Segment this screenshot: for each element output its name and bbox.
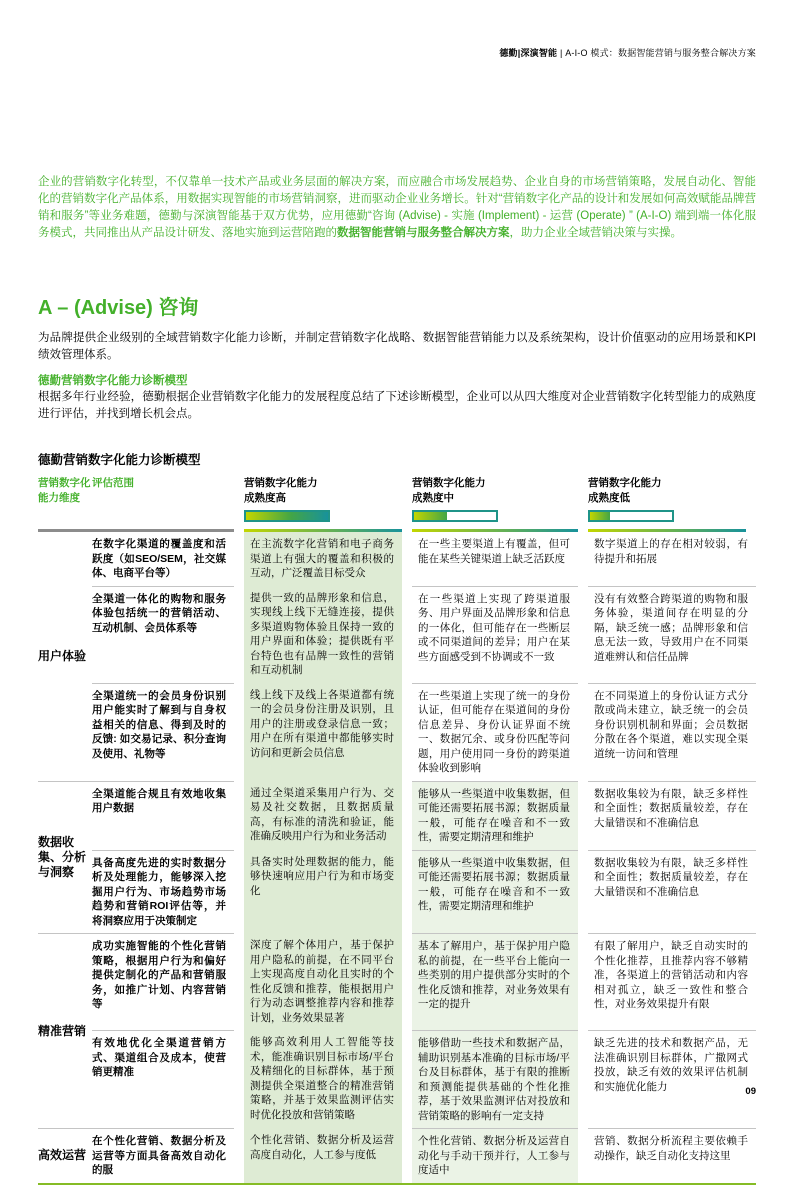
cell-maturity-high: [244, 850, 412, 934]
cell-maturity-mid-text: 个性化营销、数据分析及运营自动化与手动干预并行，人工参与度适中: [412, 1128, 578, 1183]
cell-maturity-high-text: 能够高效利用人工智能等技术，能准确识别目标市场/平台及精细化的目标群体，基于预测提供全渠道整合的精准营销策略，并基于效果监测评估实时优化投放和营销策略: [244, 1030, 402, 1128]
intro-paragraph: [38, 174, 756, 242]
cell-scope-text: 全渠道统一的会员身份识别 用户能实时了解到与自身权益相关的信息、得到及时的反馈: 如交易记录、积分查询及使用、礼物等: [92, 683, 234, 781]
cell-maturity-low-text: 数据收集较为有限，缺乏多样性和全面性；数据质量较差，存在大量错误和不准确信息: [588, 781, 756, 850]
level-label-line1: 营销数字化能力: [588, 477, 662, 489]
cell-maturity-high: [244, 1128, 412, 1183]
cell-maturity-mid-text: 在一些渠道上实现了跨渠道服务、用户界面及品牌形象和信息的一体化，但可能存在一些断层或不同渠道间的差异；用户在某些方面感受到不协调或不一致: [412, 586, 578, 683]
cell-maturity-low: [588, 1030, 756, 1128]
cell-maturity-low: [588, 1128, 756, 1183]
cell-maturity-mid-text: 能够从一些渠道中收集数据，但可能还需要拓展书源；数据质量一般，可能存在噪音和不一致性，需要定期清理和维护: [412, 850, 578, 934]
cell-maturity-low: [588, 532, 756, 586]
cell-maturity-low: [588, 683, 756, 781]
table-header-level-2: [412, 476, 588, 532]
dimension-header-line2: 能力维度: [38, 492, 80, 504]
cell-maturity-low-text: 缺乏先进的技术和数据产品，无法准确识别目标群体，广撒网式投放，缺乏有效的效果评估机制和实施优化能力: [588, 1030, 756, 1128]
cell-scope-text: 全渠道一体化的购物和服务体验包括统一的营销活动、互动机制、会员体系等: [92, 586, 234, 683]
intro-bold-text: 数据智能营销与服务整合解决方案: [337, 227, 510, 239]
section-paragraph-2: 根据多年行业经验，德勤根据企业营销数字化能力的发展程度总结了下述诊断模型，企业可以从四大维度对企业营销数字化转型能力的成熟度进行评估，并找到增长机会点。: [38, 391, 756, 420]
maturity-bar: [588, 510, 674, 522]
maturity-bar-fill: [590, 512, 610, 520]
cell-maturity-low: [588, 933, 756, 1030]
cell-maturity-mid-text: 在一些主要渠道上有覆盖，但可能在某些关键渠道上缺乏活跃度: [418, 538, 570, 565]
cell-maturity-low: [588, 781, 756, 850]
cell-maturity-low-text: 数字渠道上的存在相对较弱，有待提升和拓展: [594, 538, 748, 565]
dimension-cell: [38, 1128, 92, 1183]
cell-maturity-mid-text: 基本了解用户，基于保护用户隐私的前提，在一些平台上能向一些类别的用户提供部分实时的个性化反馈和推荐，对业务效果有一定的提升: [412, 933, 578, 1030]
maturity-bar-fill: [414, 512, 447, 520]
cell-maturity-high-text: 个性化营销、数据分析及运营高度自动化，人工参与度低: [244, 1128, 402, 1183]
cell-maturity-mid: [412, 683, 588, 781]
dimension-label: 数据收集、分析与洞察: [38, 834, 87, 879]
cell-maturity-high-text: 具备实时处理数据的能力，能够快速响应用户行为和市场变化: [244, 850, 402, 934]
cell-maturity-low-text: 没有有效整合跨渠道的购物和服务体验，渠道间存在明显的分隔，缺乏统一感；品牌形象和信息无法一致，导致用户在不同渠道难辨认和信任品牌: [588, 586, 756, 683]
cell-maturity-high-text: 提供一致的品牌形象和信息，实现线上线下无缝连接，提供多渠道购物体验且保持一致的用户界面和体验；提供既有平台特色也有品牌一致性的营销和互动机制: [244, 586, 402, 683]
table-header-dimension: [38, 476, 92, 532]
dimension-label: 高效运营: [38, 1148, 87, 1163]
level-label-line2: 成熟度低: [588, 492, 630, 504]
level-label-line2: 成熟度高: [244, 492, 286, 504]
table-header-level-3: [588, 476, 756, 532]
level-label-line2: 成熟度中: [412, 492, 454, 504]
table-header-scope: [92, 476, 244, 532]
cell-maturity-high: [244, 1030, 412, 1128]
cell-scope-text: 在个性化营销、数据分析及运营等方面具备高效自动化的服: [92, 1128, 234, 1183]
cell-scope: [92, 586, 244, 683]
cell-scope-text: 全渠道能合规且有效地收集用户数据: [92, 781, 234, 850]
cell-maturity-mid: [412, 933, 588, 1030]
intro-text: 企业的营销数字化转型，不仅靠单一技术产品或业务层面的解决方案，而应融合市场发展趋势、企业自身的市场营销策略，发展自动化、智能化的营销数字化产品体系，用数据实现智能的市场营销洞察，进而驱动企业业务增长。针对“营销数字化产品的设计和发展如何高效赋能品牌营销和服务”等业务难题，德勤与深演智能基于双方优势，应用德勤“咨询 (Advise) - 实施 (Implement) - 运营 (Operate) ” (A-I-O) 端到端一体化服务模式，共同推出从产品设计研发、落地实施到运营陪跑的: [38, 176, 756, 239]
cell-maturity-mid: [412, 1128, 588, 1183]
dimension-cell: [38, 781, 92, 934]
cell-maturity-low-text: 有限了解用户，缺乏自动实时的个性化推荐，且推荐内容不够精准，各渠道上的营销活动和内容相对孤立，缺乏一致性和整合性，对业务效果提升有限: [588, 933, 756, 1030]
cell-maturity-mid-text: 在一些渠道上实现了统一的身份认证，但可能存在渠道间的身份信息差异、身份认证界面不统一、数据冗余、或身份匹配等问题，用户使用同一身份的跨渠道体验收到影响: [412, 683, 578, 781]
cell-maturity-high-text: 线上线下及线上各渠道都有统一的会员身份注册及识别，且用户的注册或登录信息一致；用户在所有渠道中都能够实时访问和更新会员信息: [244, 683, 402, 781]
cell-maturity-low-text: 数据收集较为有限，缺乏多样性和全面性；数据质量较差，存在大量错误和不准确信息: [588, 850, 756, 934]
section-title: A – (Advise) 咨询: [38, 297, 199, 319]
cell-maturity-low: [588, 586, 756, 683]
cell-maturity-high-text: 深度了解个体用户，基于保护用户隐私的前提，在不同平台上实现高度自动化且实时的个性化反馈和推荐，能根据用户行为动态调整推荐内容和推荐计划，业务效果显著: [244, 933, 402, 1030]
cell-maturity-mid: [412, 532, 588, 586]
cell-maturity-mid: [412, 586, 588, 683]
cell-maturity-mid: [412, 781, 588, 850]
cell-maturity-mid: [412, 1030, 588, 1128]
maturity-bar-fill: [246, 512, 328, 520]
page-header: [499, 46, 756, 59]
cell-maturity-mid-text: 能够从一些渠道中收集数据，但可能还需要拓展书源；数据质量一般，可能存在噪音和不一致性，需要定期清理和维护: [412, 781, 578, 850]
dimension-cell: [38, 532, 92, 781]
cell-maturity-low-text: 营销、数据分析流程主要依赖手动操作，缺乏自动化支持这里: [588, 1128, 756, 1183]
cell-scope-text: 在数字化渠道的覆盖度和活跃度（如SEO/SEM，社交媒体、电商平台等）: [92, 538, 226, 579]
intro-text-after: ，助力企业全域营销决策与实操。: [509, 227, 682, 239]
section-subheading: 德勤营销数字化能力诊断模型: [38, 375, 188, 387]
cell-maturity-high-text: 通过全渠道采集用户行为、交易及社交数据，且数据质量高，有标准的清洗和验证，能准确反映用户行为和业务活动: [244, 781, 402, 850]
cell-scope: [92, 933, 244, 1030]
header-subtitle: | A-I-O 模式：数据智能营销与服务整合解决方案: [557, 48, 756, 58]
maturity-bar: [244, 510, 330, 522]
dimension-cell: [38, 933, 92, 1128]
maturity-bar: [412, 510, 498, 522]
cell-scope-text: 具备高度先进的实时数据分析及处理能力，能够深入挖掘用户行为、市场趋势市场趋势和营销ROI评估等，并将洞察应用于决策制定: [92, 850, 234, 934]
dimension-label: 用户体验: [38, 648, 87, 663]
cell-scope-text: 有效地优化全渠道营销方式、渠道组合及成本，使营销更精准: [92, 1030, 234, 1128]
cell-maturity-low: [588, 850, 756, 934]
level-label-line1: 营销数字化能力: [412, 477, 486, 489]
table-header-level-1: [244, 476, 412, 532]
cell-scope: [92, 1128, 244, 1183]
cell-maturity-high: [244, 586, 412, 683]
cell-maturity-high: [244, 781, 412, 850]
dimension-label: 精准营销: [38, 1023, 87, 1038]
cell-scope: [92, 781, 244, 850]
section-paragraph-1: 为品牌提供企业级别的全域营销数字化能力诊断，并制定营销数字化战略、数据智能营销能力以及系统架构，设计价值驱动的应用场景和KPI绩效管理体系。: [38, 332, 756, 361]
table-title: 德勤营销数字化能力诊断模型: [38, 453, 201, 467]
cell-scope: [92, 683, 244, 781]
scope-header-label: 评估范围: [92, 477, 134, 489]
cell-scope-text: 成功实施智能的个性化营销策略，根据用户行为和偏好提供定制化的产品和营销服务，如推广计划、内容营销等: [92, 933, 234, 1030]
cell-maturity-high: [244, 933, 412, 1030]
cell-maturity-mid-text: 能够借助一些技术和数据产品，辅助识别基本准确的目标市场/平台及目标群体，基于有限的推断和预测能提供基础的个性化推荐，基于效果监测评估对投放和营销策略的影响有一定支持: [412, 1030, 578, 1128]
cell-scope: [92, 532, 244, 586]
diagnostic-table: [38, 476, 756, 1185]
dimension-header-line1: 营销数字化: [38, 477, 91, 489]
cell-maturity-high-text: 在主流数字化营销和电子商务渠道上有强大的覆盖和积极的互动，广泛覆盖目标受众: [244, 532, 402, 586]
cell-maturity-mid: [412, 850, 588, 934]
cell-scope: [92, 1030, 244, 1128]
page-number: 09: [745, 1086, 756, 1097]
cell-maturity-high: [244, 683, 412, 781]
cell-maturity-high: [244, 532, 412, 586]
cell-maturity-low-text: 在不同渠道上的身份认证方式分散或尚未建立，缺乏统一的会员身份识别机制和界面；会员数据分散在各个渠道，难以实现全渠道统一访问和管理: [588, 683, 756, 781]
header-brand: 德勤|深演智能: [499, 48, 558, 58]
cell-scope: [92, 850, 244, 934]
level-label-line1: 营销数字化能力: [244, 477, 318, 489]
